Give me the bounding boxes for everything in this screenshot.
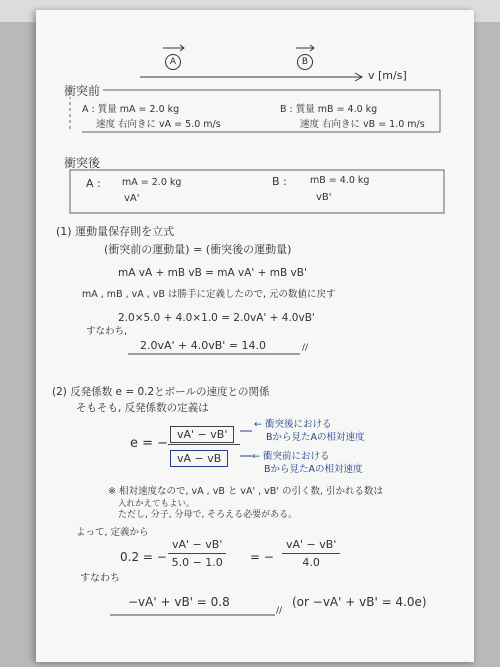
part1-therefore: すなわち, — [86, 326, 128, 337]
eq-lhs: 0.2 = − — [120, 550, 167, 564]
after-b-velocity: vB' — [316, 192, 332, 203]
eq-mid: = − — [250, 550, 274, 564]
axis-label: v [m/s] — [368, 69, 407, 82]
note-after-line1: ← 衝突後における — [254, 419, 332, 430]
part1-title: (1) 運動量保存則を立式 — [56, 225, 175, 238]
after-b-mass: mB = 4.0 kg — [310, 175, 370, 186]
part2-therefore: すなわち — [80, 573, 120, 584]
part2-title: (2) 反発係数 e = 0.2とボールの速度との関係 — [52, 386, 270, 398]
part2-result: −vA' + vB' = 0.8 — [128, 595, 230, 609]
ball-b-icon: B — [297, 54, 313, 70]
before-b-mass: B : 質量 mB = 4.0 kg — [280, 104, 378, 115]
remark-line2: 入れかえてもよい。 — [118, 499, 195, 509]
e-definition-lhs: e = − — [130, 436, 169, 451]
remark-line3: ただし, 分子, 分母で, そろえる必要がある。 — [118, 510, 298, 520]
fraction-1-numerator: vA' − vB' — [168, 538, 226, 554]
fraction-2-denominator: 4.0 — [302, 556, 320, 569]
part1-eq2: 2.0×5.0 + 4.0×1.0 = 2.0vA' + 4.0vB' — [118, 312, 315, 324]
before-a-mass: A : 質量 mA = 2.0 kg — [82, 104, 180, 115]
after-a-velocity: vA' — [124, 193, 140, 204]
from-definition: よって, 定義から — [76, 527, 149, 538]
e-denominator-box: vA − vB — [170, 450, 228, 467]
part2-mark: // — [276, 606, 283, 616]
part1-mark: // — [302, 343, 309, 353]
after-heading: 衝突後 — [64, 156, 101, 170]
e-numerator-box: vA' − vB' — [170, 426, 234, 443]
after-b-label: B : — [272, 175, 287, 188]
fraction-2 — [282, 538, 340, 569]
note-before-line2: Bから見たAの相対速度 — [264, 464, 363, 475]
part1-eq1: mA vA + mB vB = mA vA' + mB vB' — [118, 267, 307, 279]
before-b-velocity: 速度 右向きに vB = 1.0 m/s — [300, 119, 425, 130]
note-before-line1: ← 衝突前における — [252, 451, 330, 462]
fraction-2-numerator: vA' − vB' — [282, 538, 340, 554]
remark-line1: ※ 相対速度なので, vA , vB と vA' , vB' の引く数, 引かれる数は — [108, 486, 383, 497]
after-a-mass: mA = 2.0 kg — [122, 177, 182, 188]
e-fraction-bar — [168, 444, 240, 445]
after-a-label: A : — [86, 177, 101, 190]
ball-a-icon: A — [165, 54, 181, 70]
fraction-1-denominator: 5.0 − 1.0 — [171, 556, 223, 569]
before-a-velocity: 速度 右向きに vA = 5.0 m/s — [96, 119, 221, 130]
part2-subtitle: そもそも, 反発係数の定義は — [76, 402, 209, 414]
part2-alt: (or −vA' + vB' = 4.0e) — [292, 595, 427, 609]
part1-note: mA , mB , vA , vB は勝手に定義したので, 元の数値に戻す — [82, 289, 336, 300]
part1-law: (衝突前の運動量) = (衝突後の運動量) — [104, 243, 292, 256]
fraction-1 — [168, 538, 226, 569]
before-heading: 衝突前 — [64, 85, 103, 97]
part1-result: 2.0vA' + 4.0vB' = 14.0 — [140, 339, 267, 352]
note-after-line2: Bから見たAの相対速度 — [266, 432, 365, 443]
